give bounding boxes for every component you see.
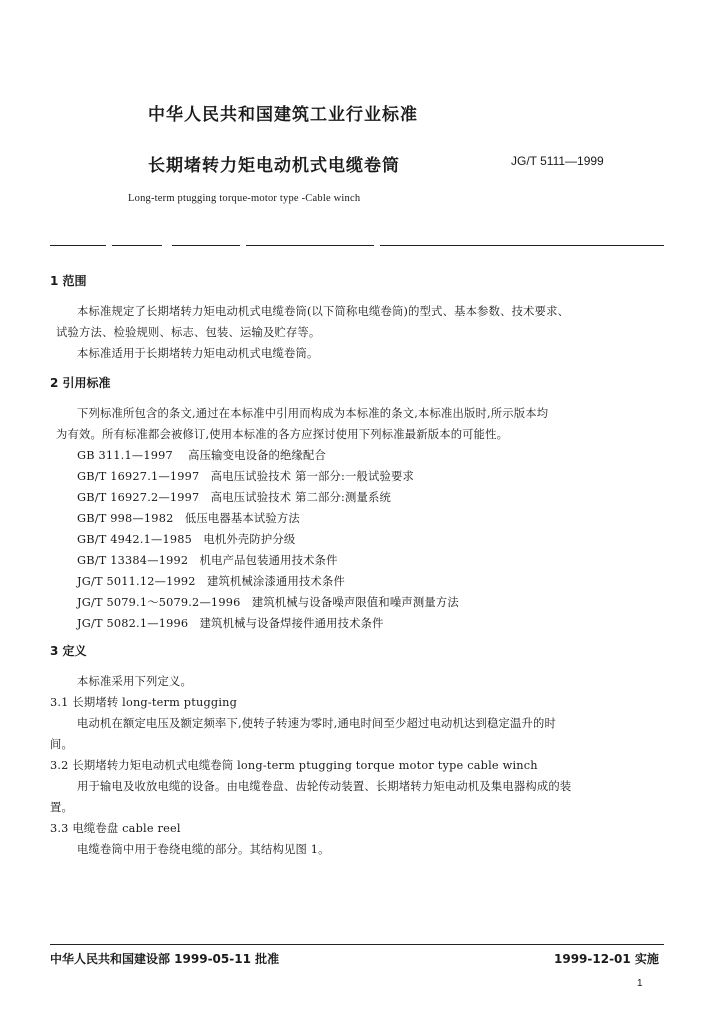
- reference-entry: [77, 510, 300, 526]
- approval-note: 中华人民共和国建设部 1999-05-11 批准: [50, 952, 280, 966]
- reference-entry: [77, 531, 295, 547]
- footer-divider: [50, 944, 664, 945]
- reference-code: GB/T 16927.2—1997: [77, 491, 200, 504]
- implementation-date: 1999-12-01 实施: [554, 952, 659, 966]
- reference-title: 低压电器基本试验方法: [184, 512, 300, 525]
- reference-entry: [77, 594, 459, 610]
- definition-3-3-text: 电缆卷筒中用于卷绕电缆的部分。其结构见图 1。: [77, 843, 330, 856]
- section-2-paragraph-line: 为有效。所有标准都会被修订,使用本标准的各方应探讨使用下列标准最新版本的可能性。: [56, 428, 509, 441]
- page-number: 1: [637, 978, 643, 989]
- reference-title: 机电产品包装通用技术条件: [199, 554, 338, 567]
- reference-title: 高压输变电设备的绝缘配合: [188, 449, 327, 462]
- definition-3-1-text: 间。: [50, 738, 73, 751]
- reference-entry: [77, 552, 338, 568]
- section-1-paragraph-line: 本标准适用于长期堵转力矩电动机式电缆卷筒。: [77, 347, 319, 360]
- reference-code: GB/T 16927.1—1997: [77, 470, 200, 483]
- document-title-chinese: 长期堵转力矩电动机式电缆卷筒: [148, 156, 400, 176]
- definition-3-2-text: 用于输电及收放电缆的设备。由电缆卷盘、齿轮传动装置、长期堵转力矩电动机及集电器构成的装: [77, 780, 572, 793]
- title-divider-segment: [172, 245, 240, 246]
- reference-title: 建筑机械涂漆通用技术条件: [207, 575, 345, 588]
- reference-entry: [77, 468, 414, 484]
- section-3-heading: 3 定义: [50, 644, 87, 658]
- reference-title: 电机外壳防护分级: [203, 533, 296, 546]
- definition-3-1-text: 电动机在额定电压及额定频率下,使转子转速为零时,通电时间至少超过电动机达到稳定温升的时: [77, 717, 556, 730]
- reference-code: GB 311.1—1997: [77, 449, 173, 462]
- section-3-intro: 本标准采用下列定义。: [77, 675, 192, 688]
- reference-code: JG/T 5011.12—1992: [77, 575, 196, 588]
- reference-code: GB/T 4942.1—1985: [77, 533, 193, 546]
- issuing-authority-heading: 中华人民共和国建筑工业行业标准: [148, 105, 418, 125]
- section-1-heading: 1 范围: [50, 274, 87, 288]
- definition-3-2-heading: 3.2 长期堵转力矩电动机式电缆卷筒 long-term ptugging torque motor type cable winch: [50, 759, 538, 772]
- standard-number: JG/T 5111—1999: [511, 154, 604, 168]
- reference-title: 建筑机械与设备焊接件通用技术条件: [199, 617, 384, 630]
- section-1-paragraph-line: 试验方法、检验规则、标志、包装、运输及贮存等。: [56, 326, 321, 339]
- definition-3-1-heading: 3.1 长期堵转 long-term ptugging: [50, 696, 238, 709]
- reference-title: 高电压试验技术 第一部分:一般试验要求: [210, 470, 415, 483]
- section-2-paragraph-line: 下列标准所包含的条文,通过在本标准中引用而构成为本标准的条文,本标准出版时,所示版本均: [77, 407, 549, 420]
- definition-3-3-heading: 3.3 电缆卷盘 cable reel: [50, 822, 181, 835]
- reference-title: 建筑机械与设备噪声限值和噪声测量方法: [251, 596, 459, 609]
- reference-entry: [77, 489, 391, 505]
- section-1-paragraph-line: 本标准规定了长期堵转力矩电动机式电缆卷筒(以下简称电缆卷筒)的型式、基本参数、技术要求、: [77, 305, 570, 318]
- reference-entry: [77, 447, 326, 463]
- title-divider-segment: [112, 245, 162, 246]
- title-divider-segment: [380, 245, 664, 246]
- title-divider-segment: [246, 245, 374, 246]
- title-divider-segment: [50, 245, 106, 246]
- reference-code: JG/T 5079.1～5079.2—1996: [77, 596, 241, 609]
- reference-title: 高电压试验技术 第二部分:测量系统: [210, 491, 392, 504]
- reference-entry: [77, 573, 345, 589]
- reference-entry: [77, 615, 384, 631]
- reference-code: GB/T 13384—1992: [77, 554, 189, 567]
- document-title-english: Long-term ptugging torque-motor type -Cable winch: [128, 193, 361, 204]
- section-2-heading: 2 引用标准: [50, 376, 111, 390]
- reference-code: JG/T 5082.1—1996: [77, 617, 189, 630]
- definition-3-2-text: 置。: [50, 801, 73, 814]
- reference-code: GB/T 998—1982: [77, 512, 174, 525]
